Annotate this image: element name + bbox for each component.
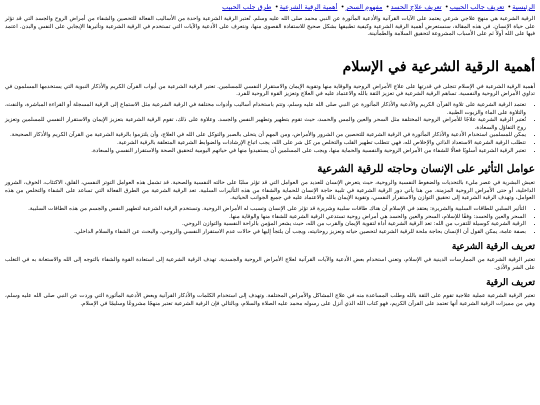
list-item: • تُعتبر الرقية الشرعية علاجًا للأمراض الروحية المختلفة مثل السحر والعين والمس والحسد، حيث تقوم بتطهير وتطهير النفس والجسد. وعلاوة على ذلك، تقوم الرقية الشرعية بتعزيز الإيمان والاستقرار النفسي للمسلمين وتعزيز روح التفاؤل والسعادة. xyxy=(5,117,526,132)
breadcrumb-link-methods[interactable]: طرق جلب الحبيب xyxy=(222,3,272,11)
breadcrumb xyxy=(5,3,535,12)
breadcrumb-separator: • xyxy=(444,3,449,11)
list-item: • تعتمد الرقية الشرعية على تلاوة القرآن الكريم والأدعية والأذكار المأثورة عن النبي صلى الله عليه وسلم، وتتم باستخدام أساليب وأدوات مختلفة في الرقية الشرعية مثل الاستماع إلى الرقية المسجلة أو القراءة المباشرة، والنفث، والتلاوة على الماء والزيوت الطبية. xyxy=(5,102,526,117)
list-item: • التأثير السلبي للطاقات السلبية والشريرة: يعتقد في الإسلام أن هناك طاقات سلبية وشريرة قد تؤثر على الإنسان وتسبب له الأمراض الروحية. وتستخدم الرقية الشرعية لتطهير النفس والجسم من هذه الطاقات السلبية. xyxy=(5,206,526,214)
breadcrumb-link-ruqyah[interactable]: أهمية الرقية الشرعية xyxy=(279,3,338,11)
section1-list xyxy=(5,102,535,155)
breadcrumb-link-envy[interactable]: تعريف علاج الحسد xyxy=(390,3,442,11)
breadcrumb-link-beloved[interactable]: تعريف جالب الحبيب xyxy=(449,3,505,11)
section2-heading: عوامل التأثير على الإنسان وحاجته للرقية الشرعية xyxy=(317,163,535,176)
breadcrumb-separator: • xyxy=(385,3,390,11)
section3-heading: تعريف الرقية الشرعية xyxy=(451,242,535,253)
section4-heading: تعريف الرقية xyxy=(486,278,535,289)
list-item: • الرقية الشرعية كوسيلة للتقرب من الله: تعد الرقية الشرعية أداة لتقوية الإيمان والقرب من الله، حيث يشعر المؤمن بالراحة النفسية والتوازن الروحي. xyxy=(5,221,526,229)
section3-paragraph: تعتبر الرقية الشرعية من الممارسات الدينية في الإسلام، وتعني استخدام بعض الأدعية والآيات القرآنية لعلاج الأمراض الروحية والجسدية. تهدف الرقية الشرعية إلى استعادة القوة والشفاء بالتوجه إلى الله والاستعانة به في التغلب على الشر والأذى. xyxy=(5,257,535,271)
breadcrumb-link-magic[interactable]: مفهوم السحر xyxy=(345,3,383,11)
section2-paragraph: تعيش البشرية في عصر مليء بالتحديات والضغوط النفسية والروحية، حيث يتعرض الإنسان للعديد من العوامل التي قد تؤثر سلبًا على حالته النفسية والصحية. قد تشمل هذه العوامل التوتر النفسي، القلق، الاكتئاب، الخوف، الشرور الداخلية، أو حتى الأمراض الروحية المزمنة. من هنا يأتي دور الرقية الشرعية في تلبية حاجة الإنسان للحماية والشفاء من هذه التأثيرات السلبية. تعد الرقية الشرعية من الطرق الفعالة التي تساعد على الشفاء والتخلص من هذه العوامل، وتهدف الرقية الشرعية إلى تحقيق التوازن والاستقرار النفسي، وتقوية الإيمان بالله والاعتماد عليه في جميع الجوانب الحياتية. xyxy=(5,180,535,202)
list-item: • يمكن للمسلمين استخدام الأدعية والأذكار المأثورة في الرقية الشرعية للتحصين من الشرور والأمراض، ومن المهم أن يتحلى بالصبر والتوكل على الله في العلاج، وأن يلتزموا بالرقية الشرعية من القرآن الكريم والأذكار الصحيحة. xyxy=(5,132,526,140)
intro-paragraph: الرقية الشرعية هي منهج علاجي شرعي يعتمد على الآيات القرآنية والأدعية المأثورة عن النبي محمد صلى الله عليه وسلم. تُعتبر الرقية الشرعية واحدة من الأساليب الفعالة للتحصين والشفاء من أمراض الروح والجسد التي قد تؤثر على حياة الإنسان. في هذه المقالة، سنستعرض أهمية الرقية الشرعية وكيفية تطبيقها بشكل صحيح للاستفادة القصوى منها، ونتعرف على الأدعية والآيات التي تستخدم في الرقية الشرعية وتأثيرها الإيجابي على النفس والبدن. اعتمد فيها على الله أولاً ثم على الأسباب المشروعة لتحقيق السلامة والطمأنينة. xyxy=(5,16,535,38)
page-title: أهمية الرقية الشرعية في الإسلام xyxy=(342,58,535,75)
list-item: • بصفة عامة، يمكن القول أن الإنسان بحاجة ملحة للرقية الشرعية لتحصين حياته وتعزيز روحانيته، ويجب أن يلتجأ إليها في حالات عدم الاستقرار النفسي والروحي، والبحث عن الشفاء والسلام الداخلي. xyxy=(5,229,526,237)
list-item: • تتطلب الرقية الشرعية الاستعداد الذاتي والإخلاص لله، فهي تتطلب تطهير القلب والتخلص من كل شر على الله، يجب اتباع الإرشادات والضوابط الشرعية المتعلقة بالرقية الشرعية. xyxy=(5,140,526,148)
list-item: • تعتبر الرقية الشرعية أسلوبًا فعالًا للشفاء من الأمراض الروحية والنفسية والحماية منها، ويجب على المسلمين أن يستفيدوا منها في حياتهم اليومية لتحقيق الصحة والاستقرار النفسي والسعادة. xyxy=(5,148,526,156)
section1-paragraph: أهمية الرقية الشرعية في الإسلام تتجلى في قدرتها على علاج الأمراض الروحية والوقاية منها وتقوية الإيمان والاستقرار النفسي للمسلمين. تعتبر الرقية الشرعية من أبواب القرآن الكريم والأذكار النبوية التي يستخدمها المسلمون في تداوي الأمراض الروحية والنفسية. تساهم الرقية الشرعية في تعزيز الثقة بالله والاعتماد عليه في العلاج وتعزيز القوة الروحية للفرد. xyxy=(5,83,535,98)
breadcrumb-separator: • xyxy=(274,3,279,11)
breadcrumb-separator: • xyxy=(507,3,512,11)
breadcrumb-separator: • xyxy=(340,3,345,11)
breadcrumb-link-home[interactable]: الرئيسية xyxy=(512,3,535,11)
section2-list xyxy=(5,206,535,236)
list-item: • السحر والعين والحسد: وفقًا للإسلام، السحر والعين والحسد هي أمراض روحية تستدعي الرقية الشرعية للشفاء منها والوقاية منها. xyxy=(5,214,526,222)
section4-paragraph: تعتبر الرقية الشرعية عملية علاجية تقوم على الثقة بالله وطلب المساعدة منه في علاج المشاكل والأمراض المختلفة. وتهدف إلى استخدام الكلمات والأذكار القرآنية وبعض الأدعية المأثورة التي وردت عن النبي صلى الله عليه وسلم، وهي من مميزات الرقية الشرعية أنها تعتمد على القرآن الكريم، فهو كتاب الله الذي أنزل على رسوله محمد عليه الصلاة والسلام، وبالتالي فإن الرقية الشرعية تعتبر منهجًا مشروعًا وسليمًا في الإسلام. xyxy=(5,293,535,308)
